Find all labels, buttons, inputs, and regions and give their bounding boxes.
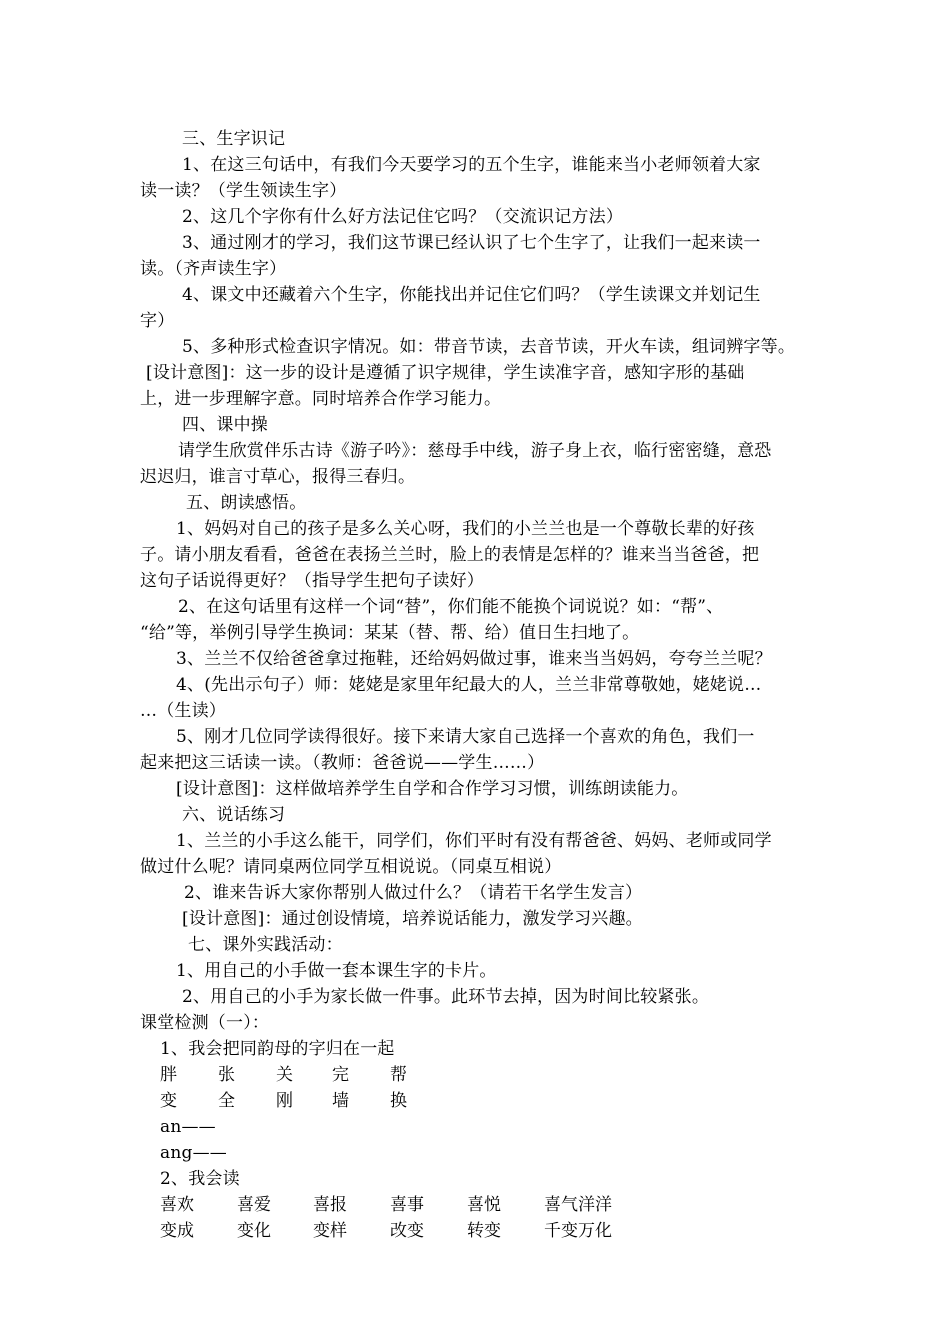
word: 喜悦 [467,1195,501,1215]
paragraph-line: 子。请小朋友看看，爸爸在表扬兰兰时，脸上的表情是怎样的？谁来当当爸爸，把 [140,545,760,565]
paragraph-line: 2、在这句话里有这样一个词“替”，你们能不能换个词说说？如：“帮”、 [178,597,724,617]
paragraph-line: 迟迟归，谁言寸草心，报得三春归。 [140,467,416,487]
section-heading-5: 五、朗读感悟。 [186,493,307,513]
paragraph-line: 读一读？（学生领读生字） [140,181,347,201]
paragraph-line: 3、通过刚才的学习，我们这节课已经认识了七个生字了，让我们一起来读一 [182,233,761,253]
paragraph-line: 做过什么呢？请同桌两位同学互相说说。（同桌互相说） [140,857,562,877]
word: 喜爱 [237,1195,271,1215]
quiz-item-1-title: 1、我会把同韵母的字归在一起 [160,1039,395,1059]
paragraph-line: 4、课文中还藏着六个生字，你能找出并记住它们吗？（学生读课文并划记生 [182,285,761,305]
paragraph-line: 2、用自己的小手为家长做一件事。此环节去掉，因为时间比较紧张。 [182,987,710,1007]
word: 千变万化 [544,1221,612,1241]
character: 刚 [276,1091,293,1111]
character: 张 [218,1065,235,1085]
word: 喜气洋洋 [544,1195,612,1215]
reading-words-row-2 [160,1218,640,1244]
paragraph-line: 5、多种形式检查识字情况。如：带音节读，去音节读，开火车读，组词辨字等。 [182,337,796,357]
rhyme-characters-row-2 [160,1088,460,1114]
paragraph-line: “给”等，举例引导学生换词：某某（替、帮、给）值日生扫地了。 [140,623,640,643]
paragraph-line: 这句子话说得更好？（指导学生把句子读好） [140,571,484,591]
paragraph-line: 2、这几个字你有什么好方法记住它吗？（交流识记方法） [182,207,624,227]
word: 改变 [390,1221,424,1241]
word: 变化 [237,1221,271,1241]
design-intent-note: [设计意图]：通过创设情境，培养说话能力，激发学习兴趣。 [182,909,643,929]
an-rhyme-label: an—— [160,1117,216,1137]
character: 完 [332,1065,349,1085]
character: 墙 [332,1091,349,1111]
word: 喜事 [390,1195,424,1215]
paragraph-line: 2、谁来告诉大家你帮别人做过什么？（请若干名学生发言） [184,883,643,903]
paragraph-line: 读。（齐声读生字） [140,259,287,279]
paragraph-line: 1、妈妈对自己的孩子是多么关心呀，我们的小兰兰也是一个尊敬长辈的好孩 [176,519,755,539]
character: 帮 [390,1065,407,1085]
character: 换 [390,1091,407,1111]
paragraph-line: 4、(先出示句子）师：姥姥是家里年纪最大的人，兰兰非常尊敬她，姥姥说… [176,675,762,695]
ang-rhyme-label: ang—— [160,1143,227,1163]
paragraph-line: 1、在这三句话中，有我们今天要学习的五个生字，谁能来当小老师领着大家 [182,155,761,175]
word: 喜欢 [160,1195,194,1215]
quiz-heading: 课堂检测（一）： [140,1013,270,1033]
design-intent-note: [设计意图]：这一步的设计是遵循了识字规律，学生读准字音，感知字形的基础 [146,363,745,383]
paragraph-line: 1、用自己的小手做一套本课生字的卡片。 [176,961,497,981]
word: 转变 [467,1221,501,1241]
paragraph-line: 5、刚才几位同学读得很好。接下来请大家自己选择一个喜欢的角色，我们一 [176,727,755,747]
paragraph-line: …（生读） [140,701,226,721]
section-heading-3: 三、生字识记 [182,129,286,149]
character: 关 [276,1065,293,1085]
word: 喜报 [313,1195,347,1215]
paragraph-line: 请学生欣赏伴乐古诗《游子吟》：慈母手中线，游子身上衣，临行密密缝，意恐 [178,441,772,461]
quiz-item-2-title: 2、我会读 [160,1169,240,1189]
section-heading-7: 七、课外实践活动： [188,935,343,955]
paragraph-line: 3、兰兰不仅给爸爸拿过拖鞋，还给妈妈做过事，谁来当当妈妈，夸夸兰兰呢？ [176,649,772,669]
paragraph-line: 起来把这三话读一读。（教师：爸爸说——学生……） [140,753,545,773]
word: 变样 [313,1221,347,1241]
section-heading-6: 六、说话练习 [182,805,286,825]
design-intent-note: [设计意图]：这样做培养学生自学和合作学习习惯，训练朗读能力。 [176,779,689,799]
section-heading-4: 四、课中操 [182,415,268,435]
rhyme-characters-row-1 [160,1062,460,1088]
paragraph-line: 字） [140,311,175,331]
character: 胖 [160,1065,177,1085]
character: 全 [218,1091,235,1111]
paragraph-line: 1、兰兰的小手这么能干，同学们，你们平时有没有帮爸爸、妈妈、老师或同学 [176,831,772,851]
reading-words-row-1 [160,1192,640,1218]
character: 变 [160,1091,177,1111]
word: 变成 [160,1221,194,1241]
paragraph-line: 上，进一步理解字意。同时培养合作学习能力。 [140,389,502,409]
